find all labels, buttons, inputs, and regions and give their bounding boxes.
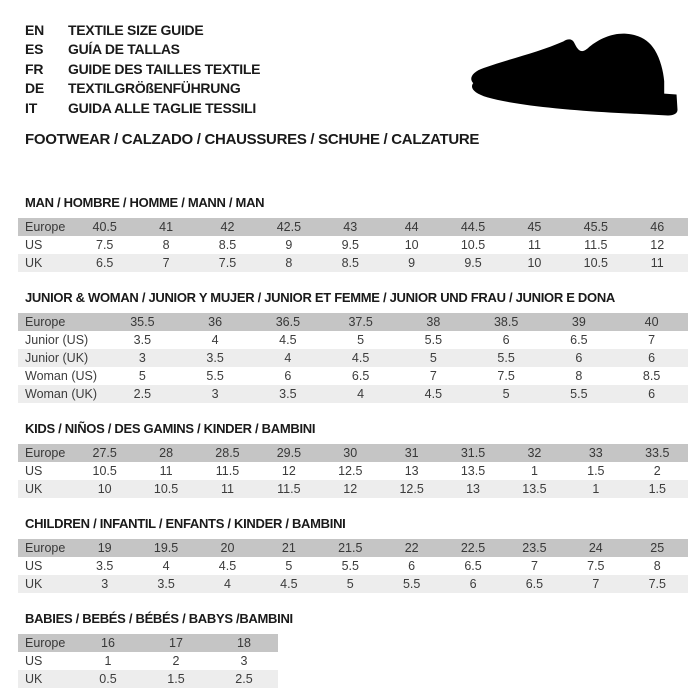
size-cell: 28: [135, 444, 196, 462]
size-cell: 11: [197, 480, 258, 498]
size-cell: 30: [320, 444, 381, 462]
row-label: UK: [18, 670, 74, 688]
size-cell: 31.5: [442, 444, 503, 462]
size-cell: 19: [74, 539, 135, 557]
size-cell: 6.5: [74, 254, 135, 272]
size-table-title: BABIES / BEBÉS / BÉBÉS / BABYS /BAMBINI: [25, 611, 293, 626]
size-cell: 22: [381, 539, 442, 557]
size-cell: 31: [381, 444, 442, 462]
row-label: Europe: [18, 539, 74, 557]
size-cell: 11.5: [258, 480, 319, 498]
size-cell: 2.5: [106, 385, 179, 403]
table-header-row: [18, 313, 688, 331]
row-label: US: [25, 654, 43, 668]
size-cell: 4.5: [279, 333, 297, 347]
language-row-fr: [25, 59, 260, 79]
row-label: UK: [18, 575, 74, 593]
size-cell: 10: [404, 238, 419, 252]
size-cell: 27.5: [74, 444, 135, 462]
size-cell: 4: [211, 333, 219, 347]
size-cell: 7: [648, 333, 656, 347]
table-row: [18, 652, 278, 670]
size-cell: 12: [650, 238, 665, 252]
size-table-title: CHILDREN / INFANTIL / ENFANTS / KINDER / BAMBINI: [25, 516, 346, 531]
size-cell: 8.5: [218, 238, 237, 252]
size-cell: 3: [179, 385, 252, 403]
size-cell: 6: [615, 385, 688, 403]
size-cell: 0.5: [74, 670, 142, 688]
size-cell: 21.5: [320, 539, 381, 557]
size-cell: 6.5: [464, 559, 482, 573]
size-cell: 44.5: [442, 218, 503, 236]
language-label: TEXTILGRÖßENFÜHRUNG: [68, 80, 241, 97]
size-cell: 11: [159, 464, 173, 478]
size-cell: 5: [138, 369, 146, 383]
size-table-block: [18, 612, 688, 688]
size-cell: 10.5: [92, 464, 117, 478]
size-cell: 20: [197, 539, 258, 557]
size-cell: 38: [397, 313, 470, 331]
size-cell: 3.5: [252, 385, 325, 403]
size-cell: 6: [543, 349, 616, 367]
language-row-en: [25, 20, 260, 40]
size-cell: 8: [653, 559, 661, 573]
table-header-row: [18, 634, 278, 652]
size-cell: 6.5: [351, 369, 370, 383]
size-cell: 23.5: [504, 539, 565, 557]
size-cell: 9.5: [341, 238, 359, 252]
table-row: [18, 480, 688, 498]
size-cell: 3.5: [179, 349, 252, 367]
size-table: [18, 313, 688, 403]
size-cell: 6.5: [570, 333, 588, 347]
language-row-de: [25, 79, 260, 99]
size-cell: 3.5: [133, 333, 152, 347]
size-cell: 44: [381, 218, 442, 236]
size-cell: 45.5: [565, 218, 626, 236]
size-cell: 21: [258, 539, 319, 557]
size-cell: 5.5: [543, 385, 616, 403]
size-cell: 10.5: [135, 480, 196, 498]
size-cell: 19.5: [135, 539, 196, 557]
row-label: Woman (UK): [18, 385, 106, 403]
size-cell: 1: [104, 654, 112, 668]
row-label: Europe: [18, 313, 106, 331]
language-row-it: [25, 98, 260, 118]
language-label: GUIDA ALLE TAGLIE TESSILI: [68, 99, 256, 116]
size-cell: 7.5: [497, 369, 515, 383]
size-cell: 17: [142, 634, 210, 652]
tables-container: [18, 196, 688, 700]
size-cell: 3: [240, 654, 248, 668]
row-label: UK: [18, 480, 74, 498]
size-cell: 5.5: [206, 369, 224, 383]
size-table-title: KIDS / NIÑOS / DES GAMINS / KINDER / BAMBINI: [25, 421, 316, 436]
row-label: Europe: [18, 218, 74, 236]
size-cell: 36: [179, 313, 252, 331]
size-cell: 39: [543, 313, 616, 331]
size-cell: 8.5: [642, 369, 661, 383]
size-cell: 35.5: [106, 313, 179, 331]
dress-shoe-icon: [459, 29, 687, 124]
size-table: [18, 444, 688, 498]
table-row: [18, 462, 688, 480]
size-cell: 7.5: [587, 559, 605, 573]
size-cell: 1.5: [142, 670, 210, 688]
size-cell: 42: [197, 218, 258, 236]
size-cell: 6: [615, 349, 688, 367]
language-label: GUÍA DE TALLAS: [68, 41, 180, 58]
size-cell: 29.5: [258, 444, 319, 462]
size-cell: 7: [135, 254, 196, 272]
row-label: US: [25, 238, 43, 252]
size-cell: 10: [74, 480, 135, 498]
size-cell: 3.5: [135, 575, 196, 593]
size-cell: 1: [530, 464, 538, 478]
size-cell: 9.5: [442, 254, 503, 272]
size-table-block: [18, 291, 688, 403]
table-header-row: [18, 539, 688, 557]
row-label: US: [25, 559, 43, 573]
footwear-heading: FOOTWEAR / CALZADO / CHAUSSURES / SCHUHE / CALZATURE: [25, 131, 480, 148]
table-row: [18, 575, 688, 593]
size-cell: 38.5: [470, 313, 543, 331]
size-cell: 8: [162, 238, 170, 252]
size-cell: 10.5: [460, 238, 486, 252]
table-row: [18, 367, 688, 385]
size-cell: 6: [284, 369, 292, 383]
size-cell: 18: [210, 634, 278, 652]
size-cell: 37.5: [324, 313, 397, 331]
language-code: FR: [25, 60, 44, 77]
size-cell: 6.5: [504, 575, 565, 593]
size-cell: 2: [172, 654, 180, 668]
size-cell: 43: [320, 218, 381, 236]
size-cell: 28.5: [197, 444, 258, 462]
row-label: Europe: [18, 634, 74, 652]
size-cell: 12: [320, 480, 381, 498]
row-label: UK: [18, 254, 74, 272]
size-cell: 33: [565, 444, 626, 462]
size-cell: 41: [135, 218, 196, 236]
size-cell: 33.5: [627, 444, 688, 462]
size-cell: 12.5: [338, 464, 363, 478]
size-cell: 9: [285, 238, 293, 252]
table-row: [18, 254, 688, 272]
table-header-row: [18, 218, 688, 236]
table-row: [18, 236, 688, 254]
language-label: TEXTILE SIZE GUIDE: [68, 21, 204, 38]
size-cell: 6: [502, 333, 510, 347]
table-row: [18, 670, 278, 688]
row-label: Junior (UK): [18, 349, 106, 367]
size-cell: 4.5: [397, 385, 470, 403]
size-cell: 22.5: [442, 539, 503, 557]
table-row: [18, 385, 688, 403]
table-header-row: [18, 444, 688, 462]
size-cell: 6: [408, 559, 416, 573]
size-cell: 7: [429, 369, 437, 383]
size-cell: 40.5: [74, 218, 135, 236]
size-cell: 7: [565, 575, 626, 593]
size-cell: 5.5: [381, 575, 442, 593]
size-cell: 11.5: [584, 238, 608, 252]
size-table: [18, 539, 688, 593]
size-cell: 45: [504, 218, 565, 236]
size-cell: 7.5: [197, 254, 258, 272]
size-cell: 4: [197, 575, 258, 593]
size-cell: 10: [504, 254, 565, 272]
size-cell: 40: [615, 313, 688, 331]
size-table-block: [18, 422, 688, 498]
size-cell: 4: [324, 385, 397, 403]
size-cell: 10.5: [565, 254, 626, 272]
size-cell: 9: [381, 254, 442, 272]
size-cell: 8.5: [320, 254, 381, 272]
table-row: [18, 557, 688, 575]
size-cell: 8: [258, 254, 319, 272]
size-cell: 13: [442, 480, 503, 498]
row-label: US: [25, 464, 43, 478]
size-cell: 1.5: [587, 464, 605, 478]
size-table-block: [18, 517, 688, 593]
size-cell: 11.5: [215, 464, 240, 478]
size-cell: 4: [162, 559, 170, 573]
shoe-silhouette: [471, 34, 677, 116]
size-cell: 25: [627, 539, 688, 557]
table-row: [18, 349, 688, 367]
size-cell: 5.5: [424, 333, 443, 347]
row-label: Europe: [18, 444, 74, 462]
size-cell: 4.5: [258, 575, 319, 593]
size-cell: 13.5: [504, 480, 565, 498]
size-cell: 6: [442, 575, 503, 593]
language-code: DE: [25, 80, 45, 97]
size-cell: 12: [281, 464, 296, 478]
size-cell: 24: [565, 539, 626, 557]
size-cell: 46: [627, 218, 688, 236]
size-cell: 4.5: [218, 559, 237, 573]
size-cell: 4: [252, 349, 325, 367]
size-table-title: JUNIOR & WOMAN / JUNIOR Y MUJER / JUNIOR ET FEMME / JUNIOR UND FRAU / JUNIOR E DONA: [25, 290, 616, 305]
header-language-list: [25, 20, 260, 118]
size-cell: 1.5: [627, 480, 688, 498]
language-code: ES: [25, 41, 44, 58]
size-cell: 5: [397, 349, 470, 367]
language-row-es: [25, 40, 260, 60]
row-label: Junior (US): [25, 333, 89, 347]
size-cell: 5: [470, 385, 543, 403]
size-cell: 2.5: [210, 670, 278, 688]
size-table: [18, 634, 278, 688]
size-cell: 36.5: [252, 313, 325, 331]
size-cell: 5: [357, 333, 365, 347]
size-cell: 11: [627, 254, 688, 272]
size-table-title: MAN / HOMBRE / HOMME / MANN / MAN: [25, 195, 265, 210]
size-cell: 13: [404, 464, 419, 478]
size-table: [18, 218, 688, 272]
size-cell: 7.5: [627, 575, 688, 593]
size-cell: 5.5: [341, 559, 359, 573]
language-label: GUIDE DES TAILLES TEXTILE: [68, 60, 261, 77]
size-cell: 16: [74, 634, 142, 652]
size-cell: 3: [106, 349, 179, 367]
size-cell: 3.5: [96, 559, 114, 573]
size-cell: 7.5: [96, 238, 114, 252]
table-row: [18, 331, 688, 349]
size-cell: 13.5: [460, 464, 486, 478]
size-cell: 11: [527, 238, 541, 252]
row-label: Woman (US): [25, 369, 98, 383]
size-cell: 3: [74, 575, 135, 593]
size-cell: 12.5: [381, 480, 442, 498]
size-cell: 32: [504, 444, 565, 462]
size-cell: 5: [285, 559, 293, 573]
size-cell: 5: [320, 575, 381, 593]
size-cell: 2: [653, 464, 661, 478]
size-cell: 1: [565, 480, 626, 498]
size-cell: 5.5: [470, 349, 543, 367]
size-cell: 42.5: [258, 218, 319, 236]
size-cell: 4.5: [324, 349, 397, 367]
language-code: IT: [25, 99, 38, 116]
size-table-block: [18, 196, 688, 272]
size-cell: 8: [575, 369, 583, 383]
size-cell: 7: [530, 559, 538, 573]
language-code: EN: [25, 21, 45, 38]
